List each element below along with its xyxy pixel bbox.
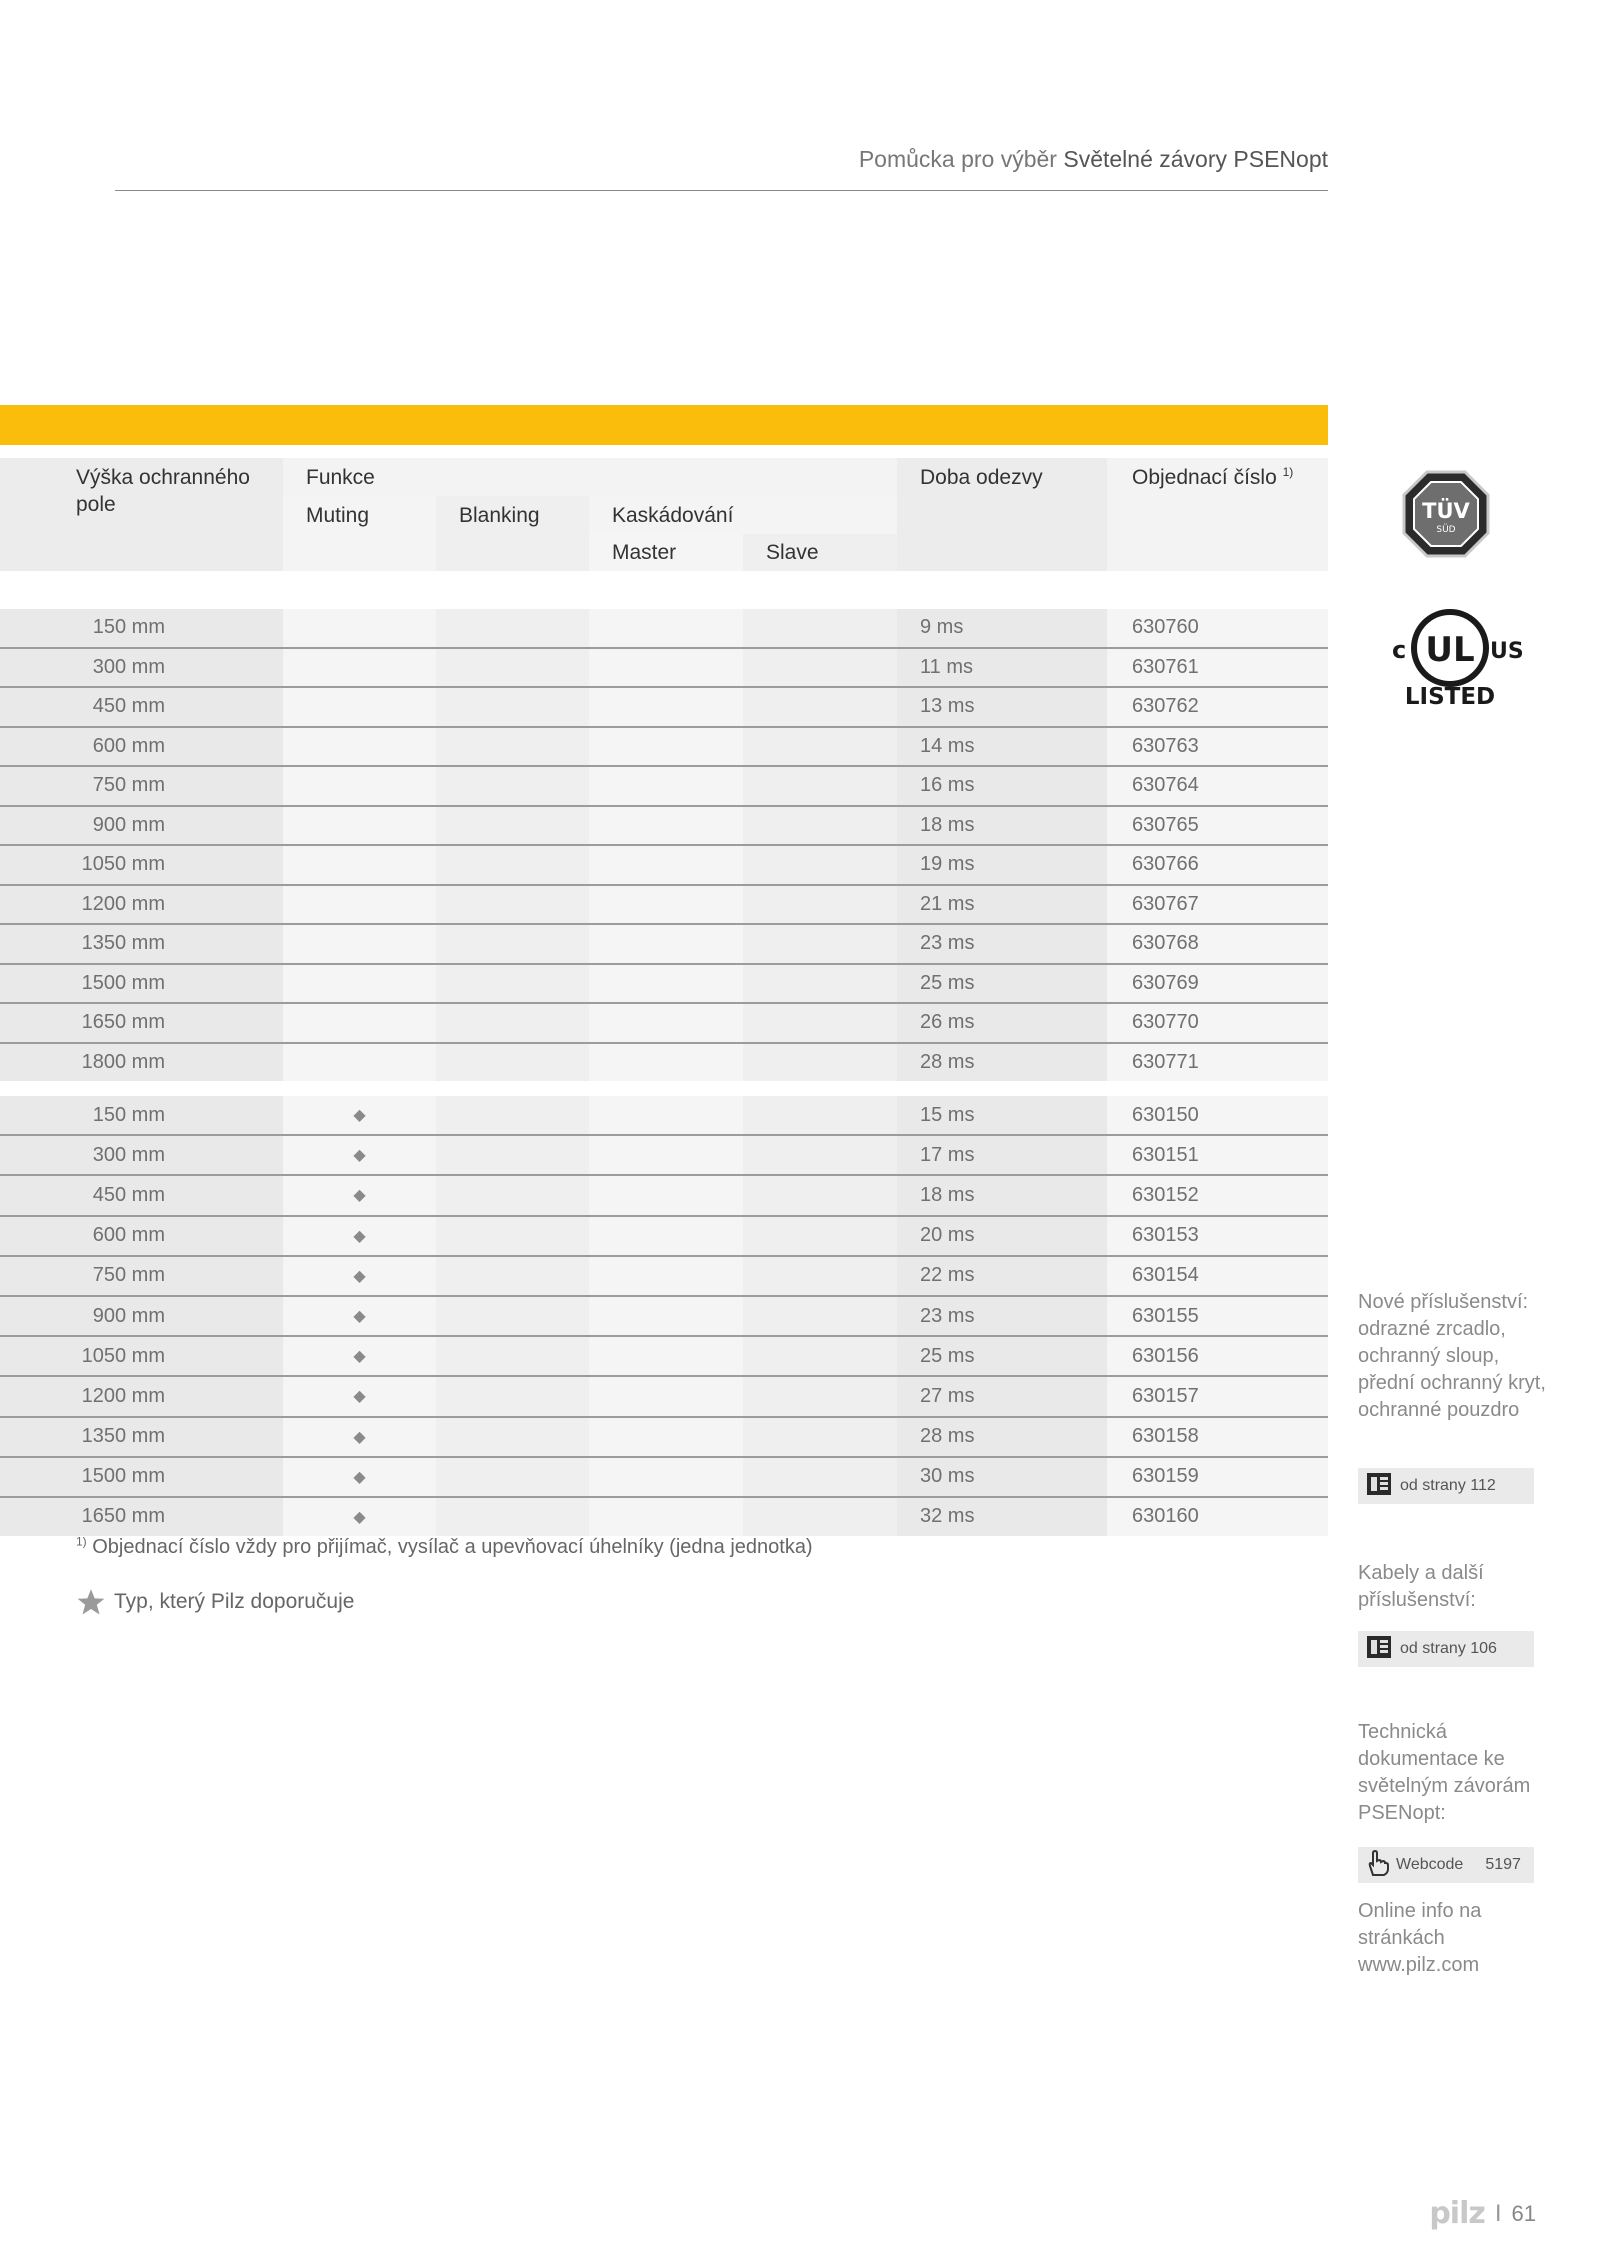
cell-order: 630769 (1107, 965, 1328, 1003)
cell-slave (743, 807, 897, 845)
cell-response: 32 ms (897, 1498, 1107, 1536)
diamond-icon: ◆ (283, 1297, 436, 1335)
webcode-value: 5197 (1485, 1856, 1521, 1873)
cell-master (589, 649, 743, 687)
cell-response: 25 ms (897, 1337, 1107, 1375)
tuv-sud-badge (1400, 468, 1492, 560)
cell-order: 630157 (1107, 1377, 1328, 1415)
docs-text: Technická dokumentace ke světelným závorám PSENopt: (1358, 1721, 1531, 1824)
cell-order: 630768 (1107, 925, 1328, 963)
cell-blanking (436, 925, 589, 963)
cell-slave (743, 1136, 897, 1174)
cell-slave (743, 1217, 897, 1255)
cell-height: 1050 mm (0, 846, 283, 884)
cell-muting (283, 767, 436, 805)
cell-master (589, 1004, 743, 1042)
th-master (589, 534, 743, 571)
header-order-label: Objednací číslo (1132, 466, 1277, 489)
cell-response: 28 ms (897, 1044, 1107, 1082)
table-row (0, 1418, 1328, 1458)
cell-slave (743, 1418, 897, 1456)
header-response: Doba odezvy (920, 466, 1043, 489)
cell-blanking (436, 1096, 589, 1134)
cell-response: 27 ms (897, 1377, 1107, 1415)
cell-order: 630762 (1107, 688, 1328, 726)
cell-blanking (436, 1257, 589, 1295)
cell-slave (743, 1458, 897, 1496)
cell-blanking (436, 1337, 589, 1375)
cell-slave (743, 1257, 897, 1295)
cell-slave (743, 846, 897, 884)
ul-mark: UL (1425, 630, 1475, 670)
diamond-icon: ◆ (283, 1096, 436, 1134)
table-row (0, 1498, 1328, 1536)
recommended-text: Typ, který Pilz doporučuje (114, 1590, 355, 1613)
table-row (0, 965, 1328, 1005)
cell-height: 1500 mm (0, 1458, 283, 1496)
pilz-logo: pilz (1429, 2196, 1485, 2231)
header-title: Světelné závory PSENopt (1063, 146, 1328, 172)
table-row (0, 1257, 1328, 1297)
cell-response: 14 ms (897, 728, 1107, 766)
cell-blanking (436, 1136, 589, 1174)
header-prefix: Pomůcka pro výběr (858, 146, 1057, 172)
cell-muting (283, 807, 436, 845)
cell-muting (283, 925, 436, 963)
tuv-text: TÜV (1422, 499, 1470, 523)
star-icon (76, 1588, 106, 1616)
table-row (0, 886, 1328, 926)
cell-height: 600 mm (0, 1217, 283, 1255)
cell-height: 600 mm (0, 728, 283, 766)
table-row (0, 1458, 1328, 1498)
table-row (0, 1044, 1328, 1082)
cell-order: 630763 (1107, 728, 1328, 766)
cell-muting (283, 1004, 436, 1042)
cell-order: 630766 (1107, 846, 1328, 884)
th-blanking (436, 496, 589, 571)
cell-muting (283, 609, 436, 647)
table-row (0, 807, 1328, 847)
table-row (0, 1096, 1328, 1136)
cell-master (589, 1377, 743, 1415)
cell-blanking (436, 1458, 589, 1496)
cell-master (589, 807, 743, 845)
footnote (76, 1536, 813, 1559)
cell-height: 450 mm (0, 688, 283, 726)
footer (1429, 2196, 1536, 2231)
cell-response: 19 ms (897, 846, 1107, 884)
table-row (0, 1176, 1328, 1216)
cell-height: 450 mm (0, 1176, 283, 1214)
cell-slave (743, 1297, 897, 1335)
cell-blanking (436, 728, 589, 766)
recommended-note (76, 1588, 354, 1616)
cell-blanking (436, 1004, 589, 1042)
cell-slave (743, 767, 897, 805)
th-muting (283, 496, 436, 571)
tuv-sub: SÜD (1436, 525, 1456, 535)
table-section-2 (0, 1096, 1328, 1536)
cell-master (589, 1096, 743, 1134)
cell-blanking (436, 1176, 589, 1214)
cell-slave (743, 1044, 897, 1082)
th-height (0, 458, 283, 571)
header-muting: Muting (306, 504, 370, 527)
book-icon (1364, 1633, 1394, 1666)
cell-response: 25 ms (897, 965, 1107, 1003)
cell-height: 1200 mm (0, 886, 283, 924)
cell-response: 23 ms (897, 925, 1107, 963)
cell-height: 1350 mm (0, 1418, 283, 1456)
cell-master (589, 886, 743, 924)
cell-slave (743, 1498, 897, 1536)
footnote-marker: 1) (76, 1534, 87, 1549)
cell-response: 22 ms (897, 1257, 1107, 1295)
cell-blanking (436, 1217, 589, 1255)
cell-slave (743, 609, 897, 647)
ul-us: US (1490, 639, 1524, 664)
cell-slave (743, 925, 897, 963)
cell-response: 18 ms (897, 1176, 1107, 1214)
cell-blanking (436, 807, 589, 845)
cell-response: 16 ms (897, 767, 1107, 805)
cell-response: 17 ms (897, 1136, 1107, 1174)
cell-master (589, 846, 743, 884)
table-row (0, 1136, 1328, 1176)
cell-response: 28 ms (897, 1418, 1107, 1456)
cables-ref-link[interactable] (1358, 1631, 1534, 1667)
cell-response: 15 ms (897, 1096, 1107, 1134)
cell-height: 750 mm (0, 1257, 283, 1295)
cell-slave (743, 1176, 897, 1214)
cell-response: 11 ms (897, 649, 1107, 687)
cell-blanking (436, 649, 589, 687)
cell-blanking (436, 1498, 589, 1536)
table-row (0, 1297, 1328, 1337)
cell-master (589, 1498, 743, 1536)
cell-blanking (436, 609, 589, 647)
cell-master (589, 1337, 743, 1375)
cell-order: 630156 (1107, 1337, 1328, 1375)
cell-order: 630159 (1107, 1458, 1328, 1496)
diamond-icon: ◆ (283, 1498, 436, 1536)
cell-muting (283, 728, 436, 766)
webcode-label: Webcode (1396, 1856, 1464, 1873)
cell-master (589, 925, 743, 963)
header-function: Funkce (306, 466, 375, 489)
diamond-icon: ◆ (283, 1418, 436, 1456)
cables-text: Kabely a další příslušenství: (1358, 1562, 1484, 1611)
cell-blanking (436, 767, 589, 805)
cell-response: 9 ms (897, 609, 1107, 647)
table-row (0, 767, 1328, 807)
cell-muting (283, 965, 436, 1003)
cell-response: 30 ms (897, 1458, 1107, 1496)
cell-height: 1650 mm (0, 1498, 283, 1536)
accent-bar (0, 405, 1328, 445)
cell-response: 18 ms (897, 807, 1107, 845)
cell-response: 26 ms (897, 1004, 1107, 1042)
cell-order: 630151 (1107, 1136, 1328, 1174)
cell-height: 1350 mm (0, 925, 283, 963)
cell-response: 23 ms (897, 1297, 1107, 1335)
accessories-ref-label: od strany 112 (1400, 1477, 1496, 1494)
cell-muting (283, 1044, 436, 1082)
cell-slave (743, 886, 897, 924)
header-order (1132, 464, 1293, 491)
table-row (0, 728, 1328, 768)
diamond-icon: ◆ (283, 1337, 436, 1375)
cables-ref-label: od strany 106 (1400, 1640, 1497, 1657)
table-section-1 (0, 609, 1328, 1081)
cell-master (589, 1297, 743, 1335)
cell-order: 630767 (1107, 886, 1328, 924)
table-row (0, 649, 1328, 689)
header-order-sup: 1) (1282, 465, 1294, 479)
header-text (859, 146, 1328, 173)
th-response (897, 458, 1107, 571)
hand-pointer-icon (1364, 1849, 1390, 1882)
page-header (115, 146, 1328, 191)
ul-listed-badge (1386, 596, 1526, 708)
cell-order: 630160 (1107, 1498, 1328, 1536)
cell-master (589, 609, 743, 647)
cell-master (589, 688, 743, 726)
cell-slave (743, 1004, 897, 1042)
table-row (0, 1004, 1328, 1044)
cell-master (589, 1217, 743, 1255)
diamond-icon: ◆ (283, 1136, 436, 1174)
cell-slave (743, 1377, 897, 1415)
cell-height: 1050 mm (0, 1337, 283, 1375)
cell-muting (283, 886, 436, 924)
cell-slave (743, 965, 897, 1003)
cell-order: 630770 (1107, 1004, 1328, 1042)
cell-master (589, 1458, 743, 1496)
table-row (0, 1377, 1328, 1417)
cell-height: 150 mm (0, 609, 283, 647)
cell-blanking (436, 1044, 589, 1082)
cell-slave (743, 1096, 897, 1134)
online-text: Online info na stránkách www.pilz.com (1358, 1900, 1482, 1976)
diamond-icon: ◆ (283, 1257, 436, 1295)
header-master: Master (612, 541, 677, 564)
cell-blanking (436, 965, 589, 1003)
cell-response: 13 ms (897, 688, 1107, 726)
cell-blanking (436, 846, 589, 884)
table-row (0, 688, 1328, 728)
cell-order: 630764 (1107, 767, 1328, 805)
ul-listed: LISTED (1404, 684, 1496, 708)
cell-order: 630761 (1107, 649, 1328, 687)
cell-master (589, 767, 743, 805)
cell-muting (283, 846, 436, 884)
cell-order: 630150 (1107, 1096, 1328, 1134)
cell-slave (743, 1337, 897, 1375)
footnote-text: Objednací číslo vždy pro přijímač, vysílač a upevňovací úhelníky (jedna jednotka) (92, 1536, 813, 1558)
cell-order: 630153 (1107, 1217, 1328, 1255)
table-row (0, 925, 1328, 965)
page-separator: I (1494, 2199, 1502, 2227)
cell-master (589, 1136, 743, 1174)
cell-blanking (436, 1297, 589, 1335)
diamond-icon: ◆ (283, 1377, 436, 1415)
diamond-icon: ◆ (283, 1217, 436, 1255)
cell-blanking (436, 1418, 589, 1456)
header-height: Výška ochranného pole (76, 466, 250, 516)
table-row (0, 609, 1328, 649)
diamond-icon: ◆ (283, 1458, 436, 1496)
cell-response: 21 ms (897, 886, 1107, 924)
header-slave: Slave (766, 541, 819, 564)
cell-master (589, 965, 743, 1003)
webcode-link[interactable] (1358, 1847, 1534, 1883)
cell-master (589, 1044, 743, 1082)
cell-order: 630155 (1107, 1297, 1328, 1335)
cell-slave (743, 649, 897, 687)
cell-blanking (436, 886, 589, 924)
ul-c: c (1392, 636, 1407, 664)
cell-height: 1200 mm (0, 1377, 283, 1415)
cell-height: 750 mm (0, 767, 283, 805)
accessories-ref-link[interactable] (1358, 1468, 1534, 1504)
cell-master (589, 1176, 743, 1214)
accessories-text: Nové příslušenství: odrazné zrcadlo, ochranný sloup, přední ochranný kryt, ochranné pouzdro (1358, 1291, 1546, 1421)
diamond-icon: ◆ (283, 1176, 436, 1214)
book-icon (1364, 1470, 1394, 1503)
cell-height: 900 mm (0, 807, 283, 845)
cell-height: 300 mm (0, 649, 283, 687)
cell-order: 630765 (1107, 807, 1328, 845)
cell-order: 630152 (1107, 1176, 1328, 1214)
cell-response: 20 ms (897, 1217, 1107, 1255)
cell-height: 150 mm (0, 1096, 283, 1134)
header-blanking: Blanking (459, 504, 540, 527)
cell-order: 630154 (1107, 1257, 1328, 1295)
cell-blanking (436, 688, 589, 726)
page-number: 61 (1511, 2200, 1536, 2226)
table-row (0, 1217, 1328, 1257)
cell-order: 630158 (1107, 1418, 1328, 1456)
cell-master (589, 1257, 743, 1295)
cell-slave (743, 728, 897, 766)
cell-master (589, 1418, 743, 1456)
cell-height: 1500 mm (0, 965, 283, 1003)
table-row (0, 1337, 1328, 1377)
cell-master (589, 728, 743, 766)
cell-muting (283, 649, 436, 687)
header-cascading: Kaskádování (612, 504, 734, 527)
th-slave (743, 534, 897, 571)
cell-blanking (436, 1377, 589, 1415)
cell-muting (283, 688, 436, 726)
cell-slave (743, 688, 897, 726)
cell-order: 630771 (1107, 1044, 1328, 1082)
cell-height: 1650 mm (0, 1004, 283, 1042)
table-row (0, 846, 1328, 886)
cell-height: 1800 mm (0, 1044, 283, 1082)
th-order (1107, 458, 1328, 571)
cell-order: 630760 (1107, 609, 1328, 647)
cell-height: 300 mm (0, 1136, 283, 1174)
cell-height: 900 mm (0, 1297, 283, 1335)
